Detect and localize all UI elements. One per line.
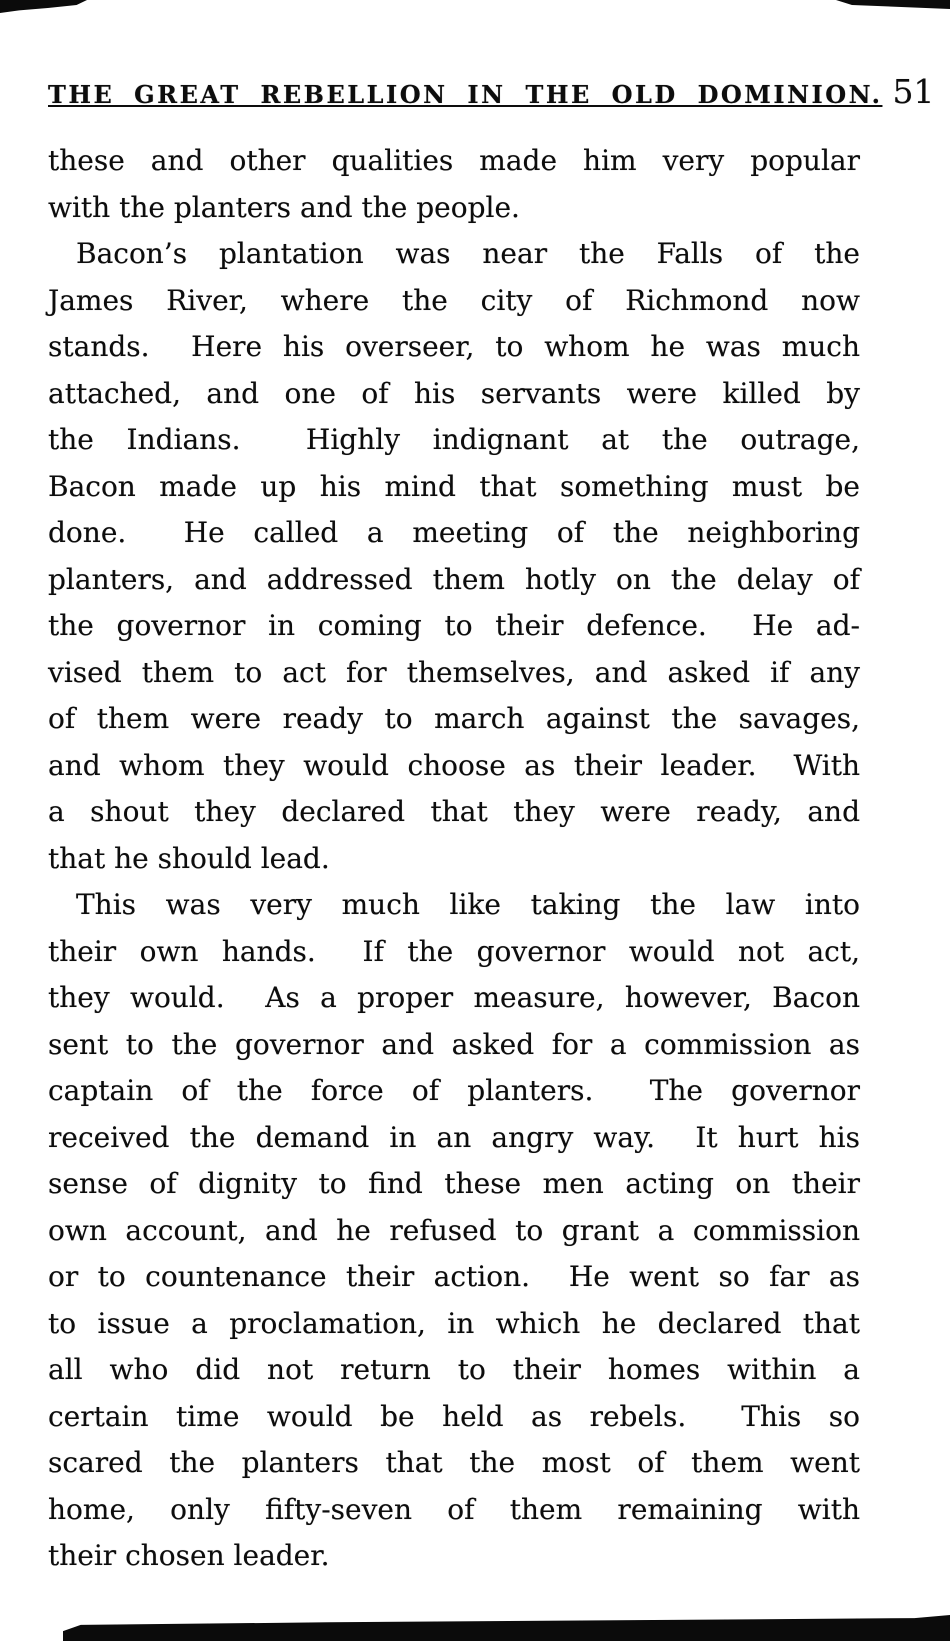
text-line: the Indians. Highly indignant at the outrage,: [48, 423, 860, 456]
text-line: received the demand in an angry way. It hurt his: [48, 1120, 860, 1154]
text-line: to issue a proclamation, in which he declared that: [48, 1306, 860, 1340]
text-line: they would. As a proper measure, however, Bacon: [48, 981, 860, 1014]
text-line: captain of the force of planters. The governor: [48, 1074, 860, 1107]
scan-artifact-bottom-bar: [63, 1615, 950, 1641]
text-line: planters, and addressed them hotly on the delay of: [48, 562, 860, 596]
text-line: Bacon made up his mind that something must be: [48, 469, 860, 503]
text-line: certain time would be held as rebels. This so: [48, 1399, 860, 1433]
text-line: a shout they declared that they were ready, and: [48, 795, 860, 828]
text-line: with the planters and the people.: [48, 190, 520, 224]
text-block: [48, 138, 860, 1580]
text-line: and whom they would choose as their leader. With: [48, 748, 860, 782]
text-line: attached, and one of his servants were killed by: [48, 376, 860, 410]
text-line: home, only fifty-seven of them remaining with: [48, 1492, 860, 1526]
page-header: [48, 72, 935, 111]
text-line: James River, where the city of Richmond now: [48, 283, 860, 317]
text-line: sense of dignity to find these men acting on their: [48, 1167, 860, 1200]
page-number: 51: [892, 72, 935, 111]
text-line: or to countenance their action. He went so far as: [48, 1260, 860, 1293]
text-line: that he should lead.: [48, 841, 330, 875]
text-line: of them were ready to march against the savages,: [48, 702, 860, 735]
text-line: scared the planters that the most of them went: [48, 1446, 860, 1479]
running-head-title: THE GREAT REBELLION IN THE OLD DOMINION.: [48, 80, 883, 109]
text-line: the governor in coming to their defence. He ad-: [48, 609, 860, 642]
text-line: done. He called a meeting of the neighboring: [48, 516, 860, 549]
text-line: This was very much like taking the law into: [76, 888, 860, 921]
text-line: vised them to act for themselves, and asked if any: [48, 655, 860, 689]
text-line: sent to the governor and asked for a commission as: [48, 1027, 860, 1061]
text-line: their chosen leader.: [48, 1539, 330, 1572]
scan-artifact-top-left: [0, 0, 87, 13]
text-line: these and other qualities made him very popular: [48, 144, 860, 177]
text-line: all who did not return to their homes within a: [48, 1353, 860, 1386]
text-line: own account, and he refused to grant a commission: [48, 1213, 860, 1247]
text-line: Bacon’s plantation was near the Falls of the: [76, 237, 860, 270]
text-line: their own hands. If the governor would not act,: [48, 934, 860, 968]
text-line: stands. Here his overseer, to whom he was much: [48, 330, 860, 363]
scan-artifact-top-right: [836, 0, 950, 9]
